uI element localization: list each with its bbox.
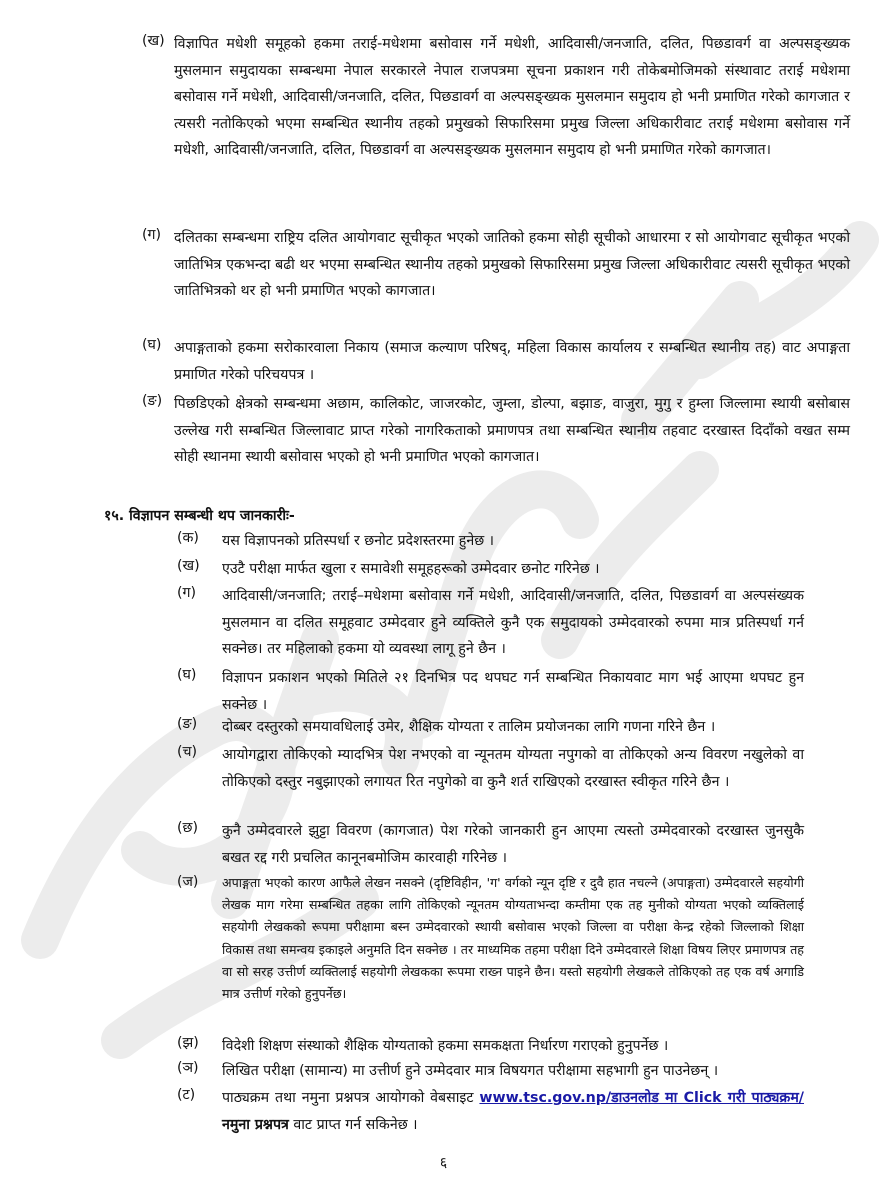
item-label: (च) [177,744,198,760]
item-text: विज्ञापन प्रकाशन भएको मितिले २१ दिनभित्र पद थपघट गर्न सम्बन्धित निकायवाट माग भई आएमा थपघट हुन सक्नेछ । [222,670,804,713]
item-text: कुनै उम्मेदवारले झुट्टा विवरण (कागजात) पेश गरेको जानकारी हुन आएमा त्यस्तो उम्मेदवारको दरखास्त जुनसुकै बखत रद्द गरी प्रचलित कानूनबमोजिम कारवाही गरिनेछ । [222,823,804,866]
item-text: विदेशी शिक्षण संस्थाको शैक्षिक योग्यताको हकमा समकक्षता निर्धारण गराएको हुनुपर्नेछ । [222,1038,669,1054]
item-label: (छ) [177,820,199,836]
item-text: अपाङ्गता भएको कारण आफैले लेखन नसक्ने (दृष्टिविहीन, 'ग' वर्गको न्यून दृष्टि र दुवै हात नचल्ने (अपाङ्गता) उम्मेदवारले सहयोगी लेखक माग गरेमा सम्बन्धित तहका लागि तोकिएको न्यूनतम योग्यताभन्दा कम्तीमा एक तह मुनीको योग्यता भएको व्यक्तिलाई सहयोगी लेखकको रूपमा परीक्षामा बस्न उम्मेदवारको स्थायी बसोवास भएको जिल्ला वा परीक्षा केन्द्र रहेको जिल्लाको शिक्षा विकास तथा समन्वय इकाइले अनुमति दिन सक्नेछ । तर माध्यमिक तहमा परीक्षा दिने उम्मेदवारले शिक्षा विषय लिएर प्रमाणपत्र तह वा सो सरह उत्तीर्ण व्यक्तिलाई सहयोगी लेखकका रूपमा राख्न पाइने छैन। यस्तो सहयोगी लेखकले तोकिएको तह एक वर्ष अगाडि मात्र उत्तीर्ण गरेको हुनुपर्नेछ। [222,875,804,1002]
syllabus-link[interactable]: www.tsc.gov.np/डाउनलोड मा Click गरी पाठ्यक्रम/ [479,1090,804,1106]
item-text: आयोगद्वारा तोकिएको म्यादभित्र पेश नभएको वा न्यूनतम योग्यता नपुगको वा तोकिएको अन्य विवरण नखुलेको वा तोकिएको दस्तुर नबुझाएको लगायत रित नपुगेको वा कुनै शर्त राखिएको दरखास्त स्वीकृत गरिने छैन । [222,747,804,790]
item-text: पिछडिएको क्षेत्रको सम्बन्धमा अछाम, कालिकोट, जाजरकोट, जुम्ला, डोल्पा, बझाङ, वाजुरा, मुगु र हुम्ला जिल्लामा स्थायी बसोबास उल्लेख गरी सम्बन्धित जिल्लावाट प्राप्त गरेको नागरिकताको प्रमाणपत्र तथा सम्बन्धित स्थानीय तहवाट दरखास्त दिदाँको वखत सम्म सोही स्थानमा स्थायी बसोवास भएको हो भनी प्रमाणित भएको कागजात। [174,396,850,466]
item-label: (ख) [142,33,165,49]
item-label: (ञ) [177,1060,199,1076]
item-label: (घ) [142,337,162,353]
item-label: (झ) [177,1035,199,1051]
item-label: (क) [177,530,199,546]
item-label: (ख) [177,558,200,574]
item-text: दलितका सम्बन्धमा राष्ट्रिय दलित आयोगवाट सूचीकृत भएको जातिको हकमा सोही सूचीको आधारमा र सो आयोगवाट सूचीकृत भएको जातिभित्र एकभन्दा बढी थर भएमा सम्बन्धित स्थानीय तहको प्रमुखको सिफारिसमा प्रमुख जिल्ला अधिकारीवाट त्यसरी सूचीकृत भएको जातिभित्रको थर हो भनी प्रमाणित भएको कागजात। [174,230,850,300]
item-text-after: वाट प्राप्त गर्न सकिनेछ । [288,1116,418,1133]
item-label: (ग) [142,227,162,243]
item-text: विज्ञापित मधेशी समूहको हकमा तराई-मधेशमा बसोवास गर्ने मधेशी, आदिवासी/जनजाति, दलित, पिछडावर्ग वा अल्पसङ्ख्यक मुसलमान समुदायका सम्बन्धमा नेपाल सरकारले नेपाल राजपत्रमा सूचना प्रकाशन गरी तोकेबमोजिमको संस्थावाट तराई मधेशमा बसोवास गर्ने मधेशी, आदिवासी/जनजाति, दलित, पिछडावर्ग वा अल्पसङ्ख्यक मुसलमान समुदाय हो भनी प्रमाणित गरेको कागजात र त्यसरी नतोकिएको भएमा सम्बन्धित स्थानीय तहको प्रमुखको सिफारिसमा प्रमुख जिल्ला अधिकारीवाट तराई मधेशमा बसोवास गर्ने मधेशी, आदिवासी/जनजाति, दलित, पिछडावर्ग वा अल्पसङ्ख्यक मुसलमान समुदाय हो भनी प्रमाणित गरेको कागजात। [174,36,850,159]
page-number: ६ [439,1155,448,1171]
item-text-before: पाठ्यक्रम तथा नमुना प्रश्नपत्र आयोगको वेबसाइट [222,1090,480,1106]
item-label: (ज) [177,874,199,890]
item-text: लिखित परीक्षा (सामान्य) मा उत्तीर्ण हुने उम्मेदवार मात्र विषयगत परीक्षामा सहभागी हुन पाउनेछन् । [222,1063,719,1079]
item-label: (घ) [177,667,197,683]
item-label: (ङ) [142,393,163,409]
item-label: (ङ) [177,716,198,732]
item-label: (ग) [177,585,197,601]
item-text: दोब्बर दस्तुरको समयावधिलाई उमेर, शैक्षिक योग्यता र तालिम प्रयोजनका लागि गणना गरिने छैन । [222,719,716,735]
item-text: अपाङ्गताको हकमा सरोकारवाला निकाय (समाज कल्याण परिषद्, महिला विकास कार्यालय र सम्बन्धित स्थानीय तह) वाट अपाङ्गता प्रमाणित गरेको परिचयपत्र । [174,340,850,383]
item-text: यस विज्ञापनको प्रतिस्पर्धा र छनोट प्रदेशस्तरमा हुनेछ । [222,533,495,549]
item-text [222,1085,804,1138]
item-text: एउटै परीक्षा मार्फत खुला र समावेशी समूहहरूको उम्मेदवार छनोट गरिनेछ । [222,561,600,577]
item-text: आदिवासी/जनजाति; तराई–मधेशमा बसोवास गर्ने मधेशी, आदिवासी/जनजाति, दलित, पिछडावर्ग वा अल्पसंख्यक मुसलमान वा दलित समूहवाट उम्मेदवार हुने व्यक्तिले कुनै एक समुदायको उम्मेदवारको रुपमा मात्र प्रतिस्पर्धा गर्न सक्नेछ। तर महिलाको हकमा यो व्यवस्था लागू हुने छैन । [222,588,804,657]
sample-paper-text: नमुना प्रश्नपत्र [222,1116,289,1133]
section-heading: १५. विज्ञापन सम्बन्धी थप जानकारीः- [104,508,295,524]
item-label: (ट) [177,1087,196,1103]
